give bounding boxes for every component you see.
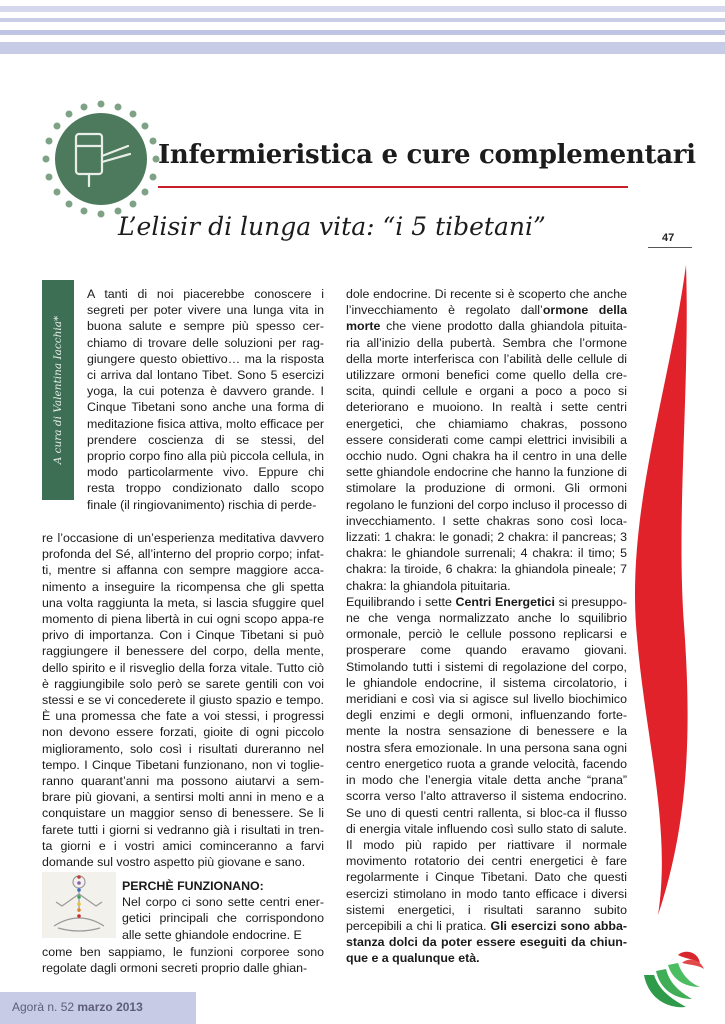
why-text: Nel corpo ci sono sette centri ener-getici principali che corrispondono alle sette ghiandole endocrine. E	[122, 895, 324, 942]
why-text-continued: come ben sappiamo, le funzioni corporee sono regolate dagli ormoni secreti proprio dalle ghian-	[42, 945, 324, 976]
page-number-rule	[648, 247, 692, 248]
highlight-text: ormone della morte	[346, 303, 627, 334]
column1-bottom	[42, 530, 324, 870]
section-logo-icon	[40, 98, 162, 220]
paragraph	[346, 594, 627, 967]
section-title: Infermieristica e cure complementari	[158, 140, 696, 170]
text-span: dole endocrine. Di recente si è scoperto che anche l’invecchiamento è regolato dall’	[346, 287, 627, 318]
issue-date: marzo 2013	[77, 1000, 143, 1014]
page-number: 47	[662, 232, 675, 244]
column2	[346, 286, 627, 967]
header-stripes	[0, 0, 725, 56]
highlight-text: Gli esercizi sono abba-stanza dolci da poter essere eseguiti da chiun-que e a qualunque età.	[346, 918, 627, 966]
text-span: che viene prodotto dalla ghiandola pituita-ria all’inizio della pubertà. Sembra che l’ormone della morte interferisca con l’abilità delle cellule di utilizzare ormoni benefici come quello della cre-scita, quindi cellule e organi a poco a poco si deteriorano e muoiono. In realtà i sette centri energetici, che chiamiamo chakras, possono essere considerati come campi elettrici invisibili a occhio nudo. Ogni chakra ha il centro in una delle sette ghiandole endocrine che hanno la funzione di stimolare la produzione di ormoni. Gli ormoni regolano le funzioni del corpo incluso il processo di invecchiamento. I sette chakras sono così loca-lizzati: 1 chakra: le gonadi; 2 chakra: il pancreas; 3 chakra: le ghiandole surrenali; 4 chakra: il timo; 5 chakra: la tiroide, 6 chakra: la ghiandola pineale; 7 chakra: la ghiandola pituitaria.	[346, 319, 627, 593]
text-span: si presuppo-ne che venga normalizzato anche lo squilibrio ormonale, perciò le cellule possono replicarsi e prosperare come quando eravamo giovani. Stimolando tutti i sistemi di regolazione del corpo, le ghiandole endocrine, il sistema circolatorio, i meridiani e così via si agisce sul livello biochimico degli enzimi e degli ormoni, influenzando forte-mente la nostra sensazione di benessere e la nostra sfera emozionale. In una persona sana ogni centro energetico ruota a grande velocità, facendo in modo che l’energia vitale detta anche “prana” scorra verso l’alto attraverso il sistema endocrino. Se uno di questi centri rallenta, si bloc-ca il flusso di energia vitale influendo così sullo stato di salute. Il modo più rapido per riattivare il normale movimento rotatorio dei centri energetici è fare regolarmente i Cinque Tibetani. Dato che questi esercizi stimolano in modo tanto efficace i diversi sistemi energetici, i risultati saranno subito percepibili a chi li pratica.	[346, 594, 627, 933]
why-heading: PERCHÈ FUNZIONANO:	[122, 879, 264, 893]
paragraph: re l’occasione di un’esperienza meditativa davvero profonda del Sé, all’interno del proprio corpo; infat-ti, mentre si affanna con sempre maggiore acca-nimento a inseguire la ricompensa che gli spetta una volta raggiunta la meta, si lascia sfuggire quel momento di piena libertà in cui ogni scopo appa-re privo di importanza. Con i Cinque Tibetani si può raggiungere il benessere del corpo, della mente, dello spirito e il risveglio della forza vitale. Tutto ciò è raggiungibile solo però se sarete gentili con voi stessi e se vi concederete il giusto spazio e tempo. È una promessa che fate a voi stessi, i progressi non devono essere forzati, gioite di ogni piccolo miglioramento, solo così i risultati dureranno nel tempo. I Cinque Tibetani funzionano, non vi toglie-ranno quarant’anni ma possono aiutarvi a sem-brare più giovani, a sentirsi molti anni in meno e a conquistare un maggior senso di benessere. Se li farete tutti i giorni si vedranno già i risultati in tren-ta giorni e i vostri amici cominceranno a farvi domande sul vostro aspetto più giovane e sano.	[42, 531, 324, 870]
byline: A cura di Valentina Iacchia*	[52, 315, 64, 465]
paragraph: A tanti di noi piacerebbe conoscere i segreti per poter vivere una lunga vita in buona salute e sempre più spesso cer-chiamo di trovare delle soluzioni per rag-giungere questo obiettivo… ma la risposta ci arriva dal lontano Tibet. Sono 5 esercizi yoga, la cui potenza è davvero grande. I Cinque Tibetani sono anche una forma di meditazione fisica attiva, molto efficace per prendere coscienza di se stessi, del proprio corpo fino alla più piccola cellula, in modo particolarmente vivo. Eppure chi resta troppo condizionato dallo scopo finale (il ringiovanimento) rischia di perde-	[87, 287, 324, 512]
issue-label: Agorà n. 52	[12, 1000, 75, 1014]
footer-issue	[12, 1000, 143, 1014]
title-divider	[158, 186, 628, 188]
text-span: Equilibrando i sette	[346, 594, 456, 609]
corner-hands-logo-icon	[638, 945, 710, 1013]
highlight-text: Centri Energetici	[455, 594, 555, 609]
column1-top	[87, 286, 324, 513]
article-title: L’elisir di lunga vita: “i 5 tibetani”	[118, 212, 546, 241]
why-it-works-block	[122, 878, 324, 943]
paragraph	[346, 286, 627, 594]
chakra-meditation-image	[42, 872, 116, 938]
